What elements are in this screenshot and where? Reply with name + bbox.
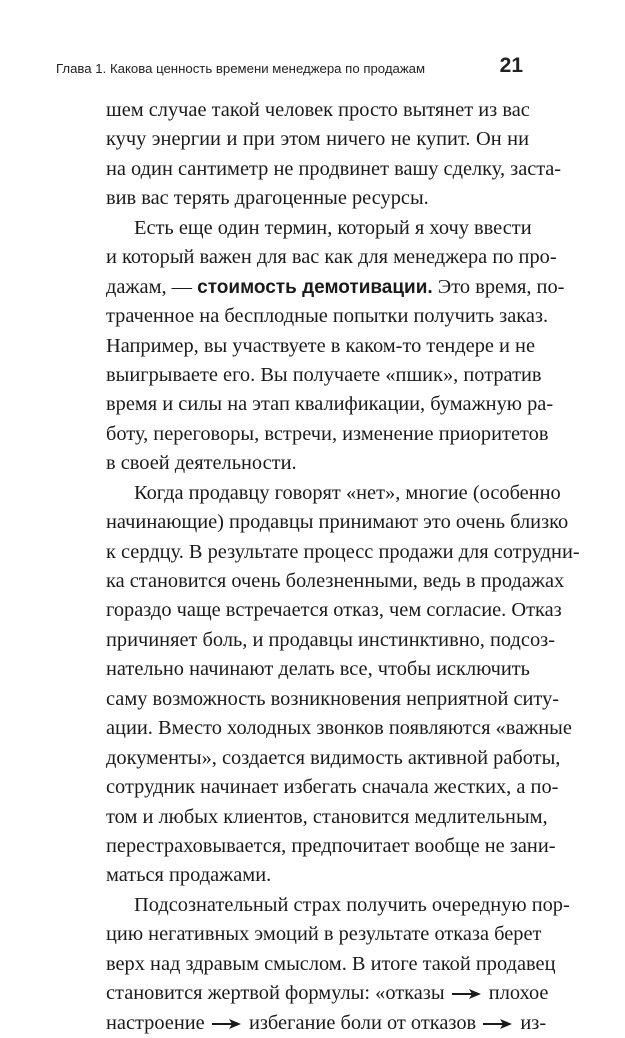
text-line [106,214,532,243]
line-text: траченное на бесплодные попытки получить заказ. [106,305,549,328]
text-line [106,449,529,478]
line-text: Подсознательный страх получить очередную пор- [134,893,570,916]
text-line [106,950,556,979]
text-line [106,125,529,154]
line-text: сотрудник начинает избегать сначала жестких, а по- [106,776,559,799]
right-arrow-icon [483,1018,513,1030]
right-arrow-icon [452,988,482,1000]
text-line [106,479,561,508]
line-text: нательно начинают делать все, чтобы исключить [106,658,530,681]
line-text: начинающие) продавцы принимают это очень близко [106,511,569,534]
line-text: дажам, — [106,275,193,298]
text-line [106,155,562,184]
text-line [106,596,562,625]
text-line [106,508,569,537]
line-text: время и силы на этап квалификации, бумажную ра- [106,393,554,416]
text-line [106,420,549,449]
emphasized-term: стоимость демотивации. [197,276,433,298]
text-line [106,891,570,920]
text-line [106,1009,547,1038]
text-line [106,332,536,361]
line-text: перестраховывается, предпочитает вообще не зани- [106,834,556,857]
line-text: и который важен для вас как для менеджера по про- [106,246,557,269]
right-arrow-icon [212,1018,242,1030]
line-text: саму возможность возникновения неприятной ситу- [106,687,560,710]
running-header [56,54,523,82]
line-text: ка становится очень болезненными, ведь в продажах [106,570,565,592]
line-text: настроение [106,1011,205,1034]
line-text: документы», создается видимость активной работы, [106,746,561,769]
line-text: кучу энергии и при этом ничего не купит. Он ни [106,128,529,151]
text-line [106,655,529,684]
line-text: боту, переговоры, встречи, изменение приоритетов [106,422,549,445]
text-line [106,184,529,213]
line-text: верх над здравым смыслом. В итоге такой продавец [106,952,556,975]
line-text: плохое [488,982,549,1005]
text-line [106,390,554,419]
text-line [106,832,556,861]
line-text: Есть еще один термин, который я хочу ввести [134,216,532,239]
line-text: Когда продавцу говорят «нет», многие (особенно [134,481,561,504]
body-text [106,96,580,1038]
text-line [106,744,561,773]
text-line [106,773,559,802]
line-text: шем случае такой человек просто вытянет из вас [106,99,530,121]
line-text: выигрываете его. Вы получаете «пшик», потратив [106,363,542,386]
line-text: к сердцу. В результате процесс продажи для сотрудни- [106,540,580,563]
text-line [106,861,529,890]
text-line [106,626,555,655]
text-line [106,920,542,949]
text-line [106,567,565,596]
text-line [106,273,565,302]
line-text: становится жертвой формулы: «отказы [106,982,445,1005]
line-text: Это время, по- [437,275,565,298]
line-text: цию негативных эмоций в результате отказа берет [106,923,542,946]
text-line [106,979,549,1008]
page-number: 21 [499,54,523,77]
line-text: избегание боли от отказов [248,1011,477,1034]
line-text: том и любых клиентов, становится медлительным, [106,805,548,828]
line-text: гораздо чаще встречается отказ, чем согласие. Отказ [106,599,562,622]
text-line [106,714,572,743]
line-text: маться продажами. [106,864,272,887]
text-line [106,243,557,272]
line-text: в своей деятельности. [106,452,297,475]
text-line [106,361,542,390]
line-text: вив вас терять драгоценные ресурсы. [106,187,429,210]
text-line [106,538,580,567]
chapter-title: Глава 1. Какова ценность времени менеджера по продажам [56,61,426,76]
line-text: из- [520,1011,547,1034]
text-line [106,685,560,714]
text-line [106,302,549,331]
line-text: на один сантиметр не продвинет вашу сделку, застa- [106,157,562,180]
line-text: Например, вы участвуете в каком-то тендере и не [106,334,536,357]
line-text: причиняет боль, и продавцы инстинктивно, подсоз- [106,628,555,651]
text-line [106,803,548,832]
text-line [106,96,529,125]
line-text: ации. Вместо холодных звонков появляются «важные [106,717,572,740]
